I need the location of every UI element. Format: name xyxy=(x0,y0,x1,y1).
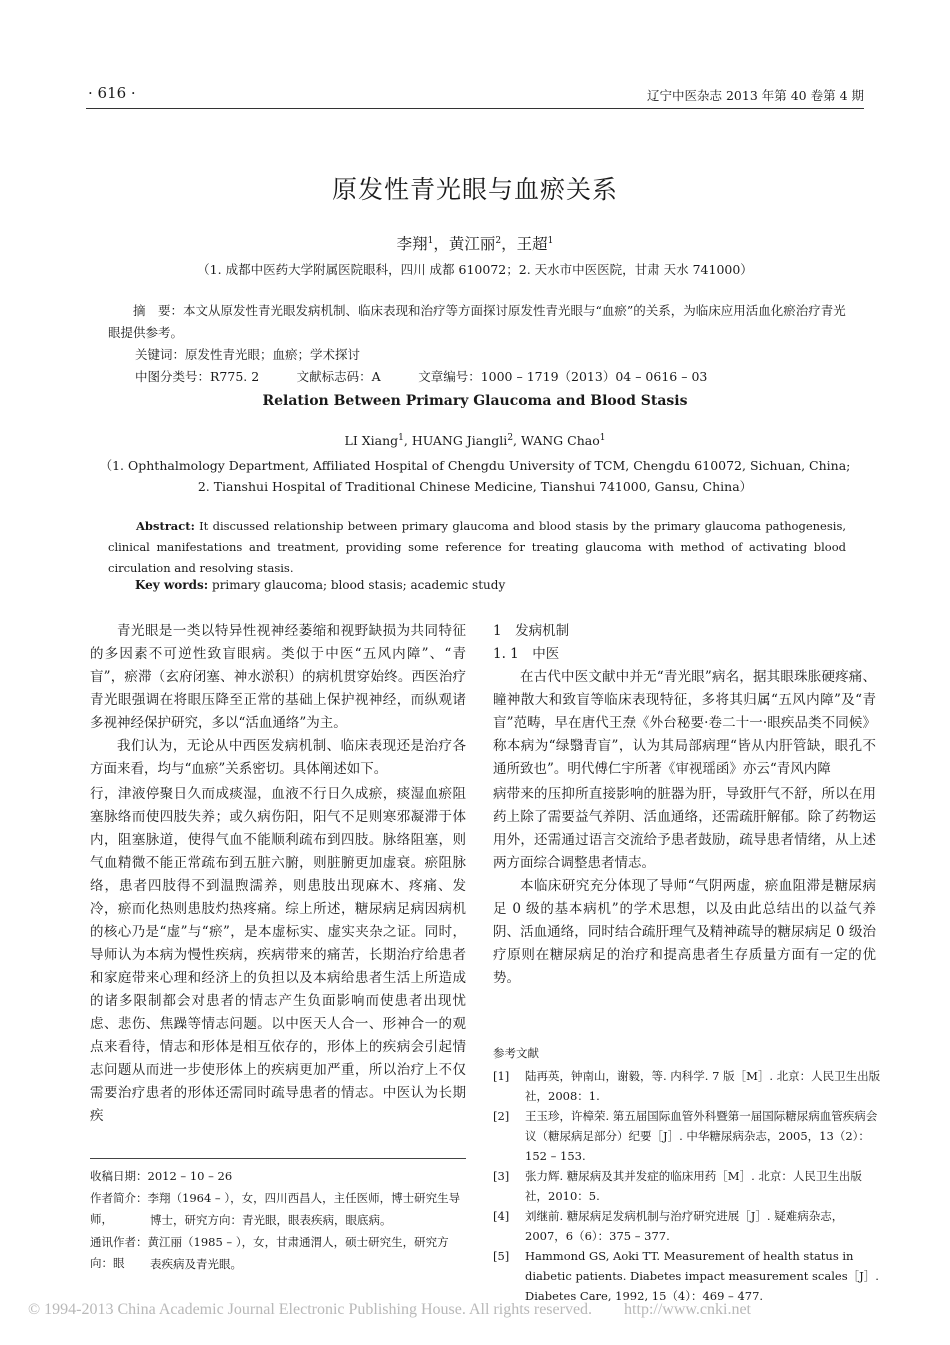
keywords-label: Key words: xyxy=(135,578,209,592)
keywords-text: primary glaucoma; blood stasis; academic study xyxy=(212,578,506,592)
footnote-author: 作者简介：李翔（1964 – ），女，四川西昌人，主任医师，博士研究生导师， xyxy=(90,1191,461,1226)
footnote-rule xyxy=(90,1158,466,1159)
paragraph: 病带来的压抑所直接影响的脏器为肝，导致肝气不舒，所以在用药上除了需要益气养阴、活血通络，还需疏肝解郁。除了药物运用外，还需通过语言交流给予患者鼓励，疏导患者情绪，从上述两方面综合调整患者情志。 xyxy=(493,786,876,871)
authors-en xyxy=(0,433,950,448)
subsection-heading: 1. 1 中医 xyxy=(493,646,560,662)
author-sup: 1 xyxy=(427,235,434,246)
affiliation-cn: （1. 成都中医药大学附属医院眼科，四川 成都 610072；2. 天水市中医医院，甘肃 天水 741000） xyxy=(197,262,753,277)
reference-item xyxy=(493,1166,883,1206)
copyright-watermark: © 1994-2013 China Academic Journal Electronic Publishing House. All rights reserved. http://www.cnki.net xyxy=(28,1301,752,1318)
footnote-corresponding: 通讯作者：黄江丽（1985 – ），女，甘肃通渭人，硕士研究生，研究方向：眼 xyxy=(90,1235,449,1270)
ref-number: [1] xyxy=(493,1069,510,1083)
ref-number: [3] xyxy=(493,1169,510,1183)
body-bottom-left xyxy=(90,783,466,1128)
abstract-cn: 摘 要：本文从原发性青光眼发病机制、临床表现和治疗等方面探讨原发性青光眼与“血瘀”的关系，为临床应用活血化瘀治疗青光眼提供参考。 xyxy=(108,303,846,340)
author-sup: 1 xyxy=(398,433,404,443)
footnote-author-cont: 博士，研究方向：青光眼，眼表疾病，眼底病。 xyxy=(150,1213,392,1227)
authors-cn xyxy=(0,232,950,254)
header-rule xyxy=(86,108,864,109)
ref-number: [5] xyxy=(493,1249,510,1263)
footnote-corresponding-cont: 表疾病及青光眼。 xyxy=(150,1257,242,1271)
ref-number: [2] xyxy=(493,1109,510,1123)
author-sup: 2 xyxy=(495,235,502,246)
affiliation-en-2: 2. Tianshui Hospital of Traditional Chinese Medicine, Tianshui 741000, Gansu, China） xyxy=(197,479,753,494)
author-name-en: , HUANG Jiangli xyxy=(403,433,508,449)
body-bottom-right xyxy=(493,783,876,990)
ref-text: 张力辉. 糖尿病及其并发症的临床用药［M］. 北京：人民卫生出版社，2010：5. xyxy=(525,1169,862,1203)
ref-text: Hammond GS, Aoki TT. Measurement of health status in diabetic patients. Diabetes impact measurement scales［J］. Diabetes Care, 1992, 15（4）：469 – 477. xyxy=(525,1249,879,1303)
author-sup: 1 xyxy=(599,433,606,443)
ref-text: 陆再英，钟南山，谢毅，等. 内科学. 7 版［M］. 北京：人民卫生出版社，2008：1. xyxy=(525,1069,881,1103)
article-title: 原发性青光眼与血瘀关系 xyxy=(331,175,618,204)
author-sup: 2 xyxy=(507,433,514,443)
classification-cn: 中图分类号：R775. 2 文献标志码：A 文章编号：1000 – 1719（2013）04 – 0616 – 03 xyxy=(135,369,708,384)
footnote-received: 收稿日期：2012 – 10 – 26 xyxy=(90,1169,233,1183)
journal-header: 辽宁中医杂志 2013 年第 40 卷第 4 期 xyxy=(646,88,864,103)
author-name: 李翔 xyxy=(396,235,428,253)
author-name: ，黄江丽 xyxy=(433,235,496,253)
section-heading: 1 发病机制 xyxy=(493,623,570,639)
author-name-en: , WANG Chao xyxy=(513,433,600,449)
page-number: · 616 · xyxy=(88,84,136,102)
ref-text: 王玉珍，许樟荣. 第五届国际血管外科暨第一届国际糖尿病血管疾病会议（糖尿病足部分）纪要［J］. 中华糖尿病杂志，2005，13（2）：152 – 153. xyxy=(525,1109,878,1163)
reference-item xyxy=(493,1206,883,1246)
keywords-en xyxy=(135,578,505,592)
keywords-cn: 关键词：原发性青光眼；血瘀；学术探讨 xyxy=(135,347,361,362)
ref-text: 刘继前. 糖尿病足发病机制与治疗研究进展［J］. 疑难病杂志，2007，6（6）：375 – 377. xyxy=(525,1209,844,1243)
paragraph: 本临床研究充分体现了导师“气阴两虚，瘀血阻滞是糖尿病足 0 级的基本病机”的学术思想，以及由此总结出的以益气养阴、活血通络，同时结合疏肝理气及精神疏导的糖尿病足 0 级治疗原则在糖尿病足的治疗和提高患者生存质量方面有一定的优势。 xyxy=(493,878,876,986)
paragraph: 行，津液停聚日久而成痰湿，血液不行日久成瘀，痰湿血瘀阻塞脉络而使四肢失养；或久病伤阳，阳气不足则寒邪凝滞于体内，阻塞脉道，使得气血不能顺利疏布到四肢。脉络阻塞，则气血精微不能正常疏布到五脏六腑，则脏腑更加虚衰。瘀阻脉络，患者四肢得不到温煦濡养，则患肢出现麻木、疼痛、发冷，瘀而化热则患肢灼热疼痛。综上所述，糖尿病足病因病机的核心乃是“虚”与“瘀”，是本虚标实、虚实夹杂之证。同时，导师认为本病为慢性疾病，疾病带来的痛苦，长期治疗给患者和家庭带来心理和经济上的负担以及本病给患者生活上所造成的诸多限制都会对患者的情志产生负面影响而使患者出现忧虑、悲伤、焦躁等情志问题。以中医天人合一、形神合一的观点来看待，情志和形体是相互依存的，形体上的疾病会引起情志问题从而进一步使形体上的疾病更加严重，所以治疗上不仅需要治疗患者的形体还需同时疏导患者的情志。中医认为长期疾 xyxy=(90,786,466,1124)
paragraph: 青光眼是一类以特异性视神经萎缩和视野缺损为共同特征的多因素不可逆性致盲眼病。类似于中医“五风内障”、“青盲”，瘀滞（玄府闭塞、神水淤积）的病机贯穿始终。西医治疗青光眼强调在将眼压降至正常的基础上保护视神经，而纵观诸多视神经保护研究，多以“活血通络”为主。 xyxy=(90,623,466,731)
author-name: ，王超 xyxy=(501,235,548,253)
paragraph: 在古代中医文献中并无“青光眼”病名，据其眼珠胀硬疼痛、瞳神散大和致盲等临床表现特征，多将其归属“五风内障”及“青盲”范畴，早在唐代王焘《外台秘要·卷二十一·眼疾品类不同候》称本病为“绿翳青盲”，认为其局部病理“皆从内肝管缺，眼孔不通所致也”。明代傅仁宇所著《审视瑶函》亦云“青风内障 xyxy=(493,669,876,777)
body-top-left xyxy=(90,620,466,781)
ref-number: [4] xyxy=(493,1209,510,1223)
reference-item xyxy=(493,1106,883,1166)
body-top-right xyxy=(493,620,876,781)
abstract-en xyxy=(108,516,846,579)
author-name-en: LI Xiang xyxy=(344,433,399,449)
abstract-text: It discussed relationship between primary glaucoma and blood stasis by the primary glaucoma pathogenesis, clinical manifestations and treatment, providing some reference for treating glaucoma with method of activating blood circulation and resolving stasis. xyxy=(108,519,846,575)
paragraph: 我们认为，无论从中西医发病机制、临床表现还是治疗各方面来看，均与“血瘀”关系密切。具体阐述如下。 xyxy=(90,738,466,777)
references-title: 参考文献 xyxy=(493,1046,539,1060)
abstract-label: Abstract: xyxy=(136,519,195,533)
affiliation-en-1: （1. Ophthalmology Department, Affiliated Hospital of Chengdu University of TCM, Chengdu 610072, Sichuan, China; xyxy=(99,458,851,473)
reference-item xyxy=(493,1066,883,1106)
english-title: Relation Between Primary Glaucoma and Blood Stasis xyxy=(262,393,688,409)
author-sup: 1 xyxy=(547,235,554,246)
